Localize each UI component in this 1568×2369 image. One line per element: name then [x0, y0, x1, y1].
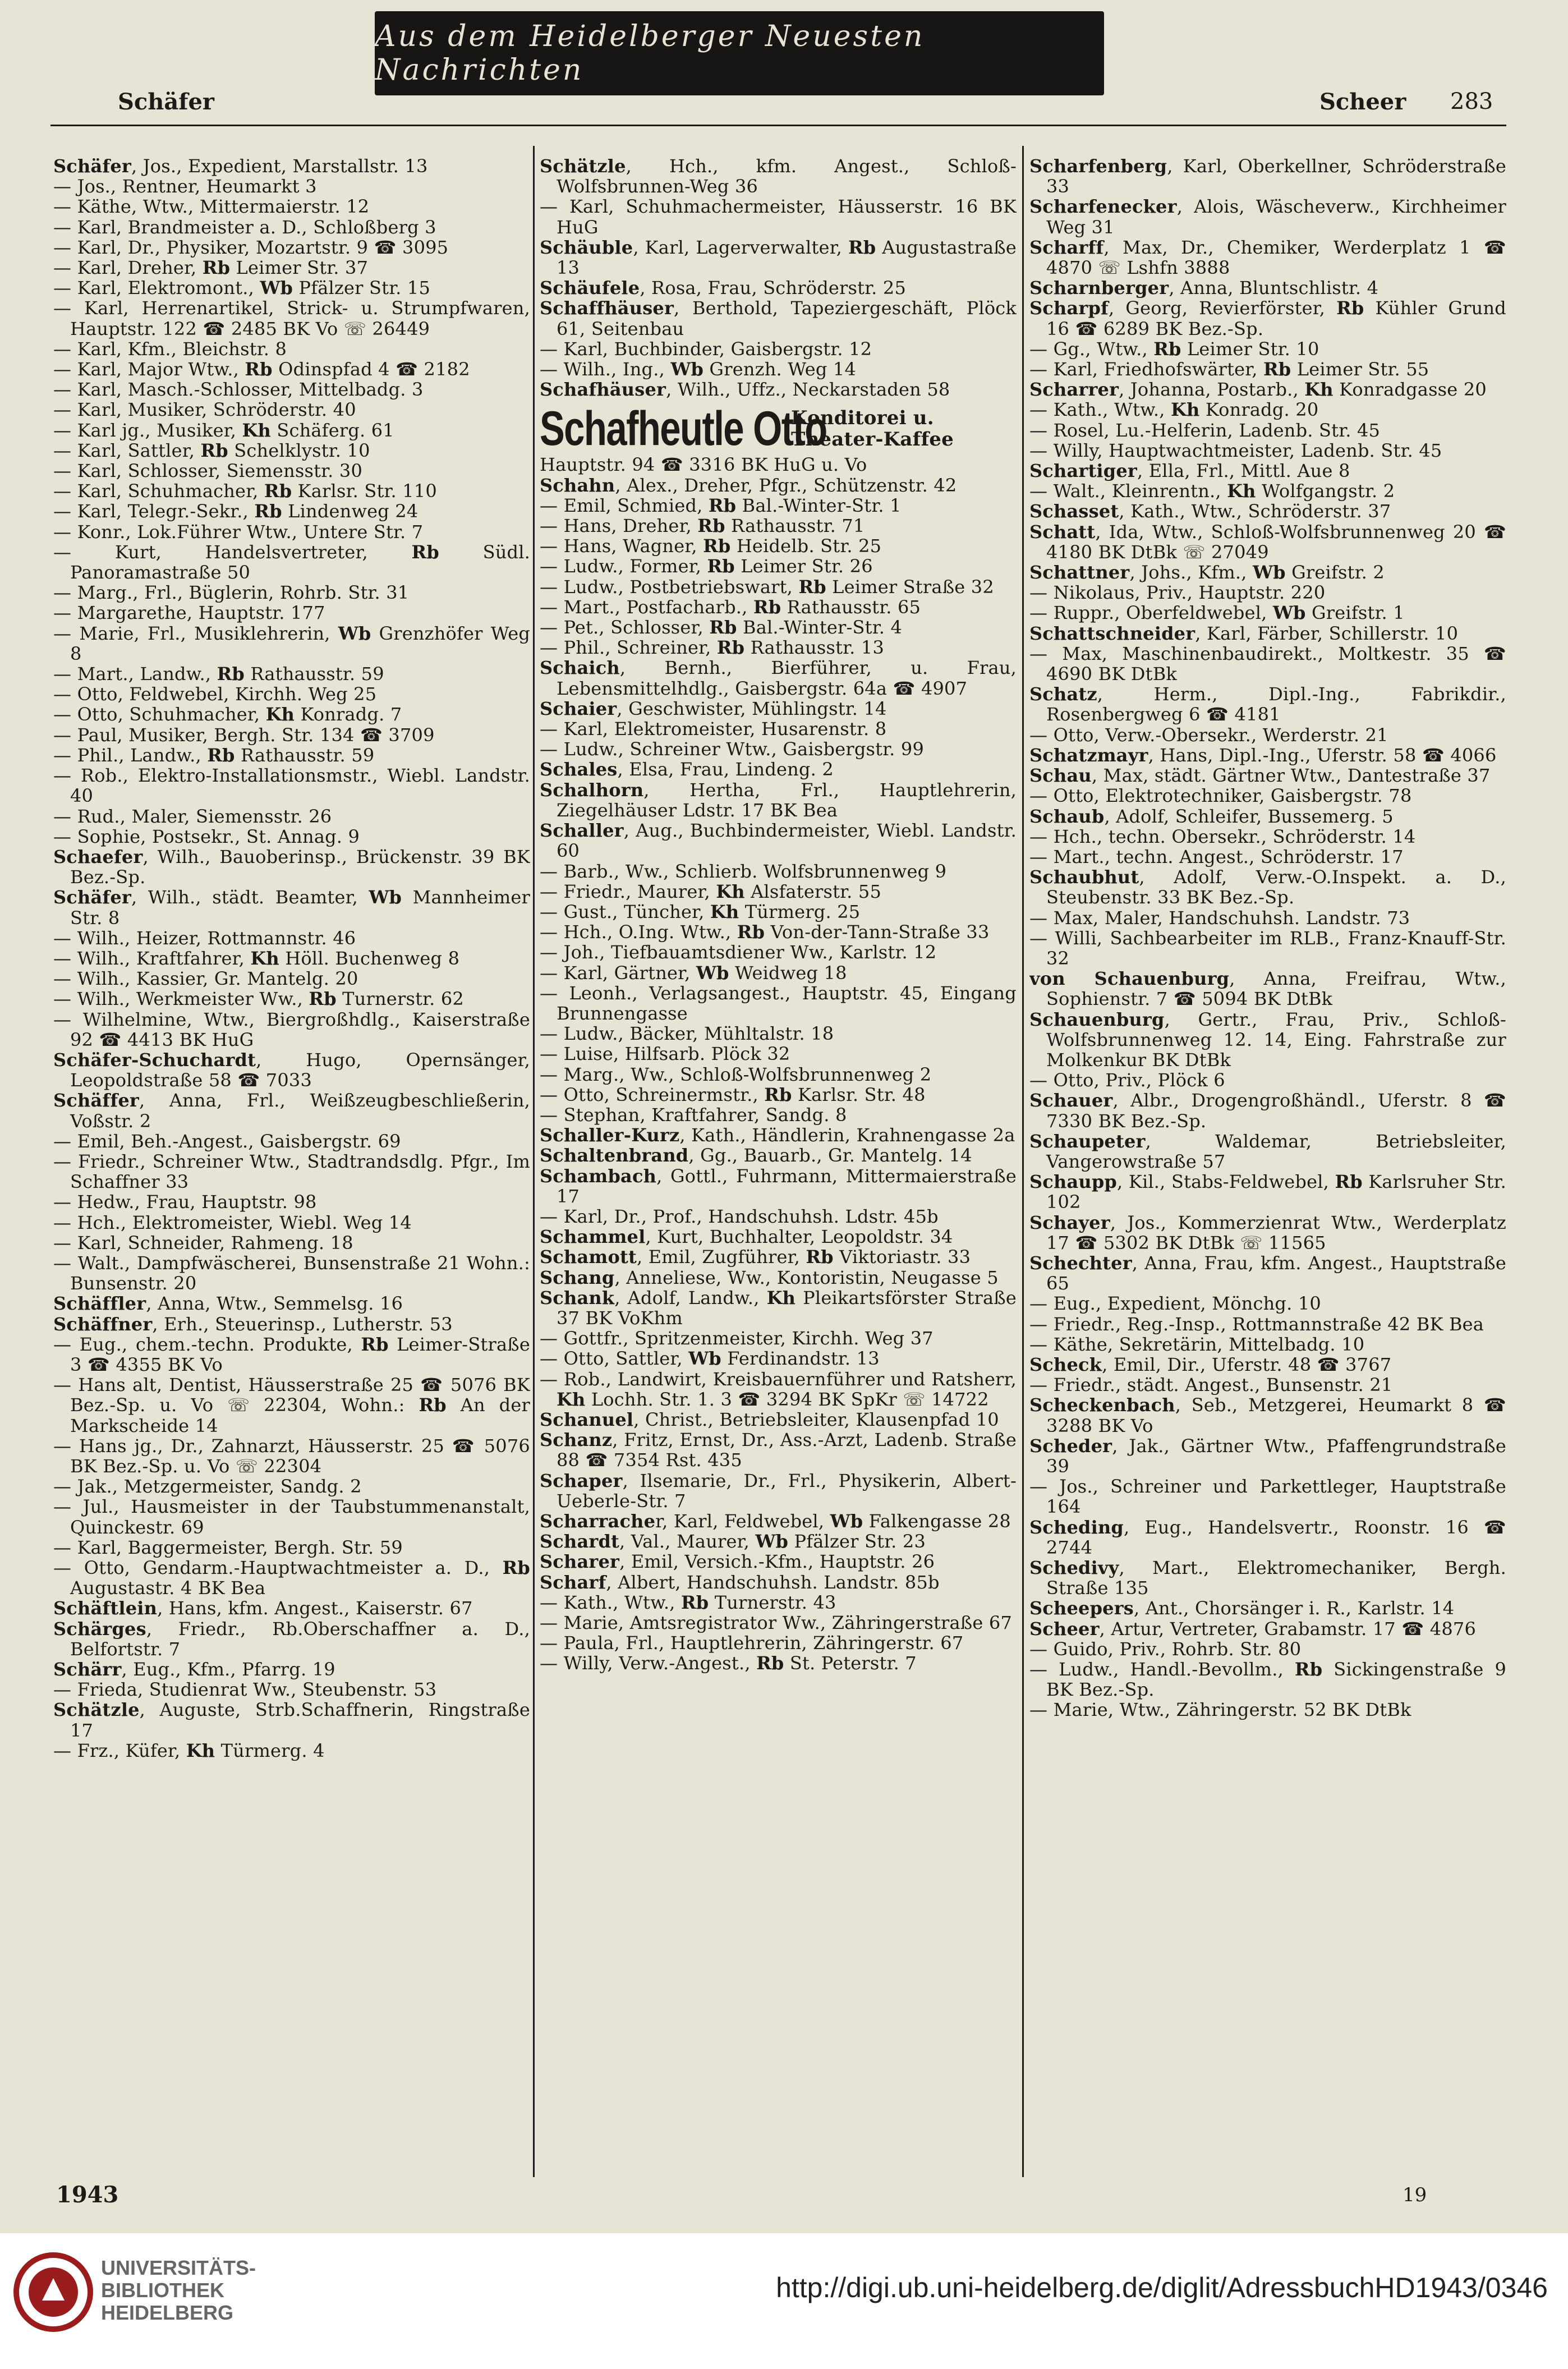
directory-entry: — Guido, Priv., Rohrb. Str. 80 — [1029, 1638, 1302, 1660]
directory-entry: — Karl, Major Wtw., Rb Odinspfad 4 ☎ 2182 — [53, 359, 470, 380]
directory-entry: Schamott, Emil, Zugführer, Rb Viktoriastr. 33 — [540, 1246, 971, 1268]
directory-entry: Schaier, Geschwister, Mühlingstr. 14 — [540, 697, 887, 719]
directory-entry: Schaich, Bernh., Bierführer, u. Frau, Lebensmittelhdlg., Gaisbergstr. 64a ☎ 4907 — [540, 657, 1017, 699]
directory-entry: Schasset, Kath., Wtw., Schröderstr. 37 — [1029, 501, 1391, 522]
directory-entry: — Karl, Herrenartikel, Strick- u. Strumpfwaren, Hauptstr. 122 ☎ 2485 BK Vo ☏ 26449 — [53, 297, 530, 339]
directory-entry: — Paul, Musiker, Bergh. Str. 134 ☎ 3709 — [53, 724, 435, 746]
directory-entry: — Karl, Buchbinder, Gaisbergstr. 12 — [540, 338, 872, 360]
directory-entry: — Marie, Wtw., Zähringerstr. 52 BK DtBk — [1029, 1699, 1411, 1721]
banner-text: Aus dem Heidelberger Neuesten Nachrichten — [375, 20, 925, 87]
directory-entry: — Hch., techn. Obersekr., Schröderstr. 14 — [1029, 825, 1416, 847]
directory-entry: — Nikolaus, Priv., Hauptstr. 220 — [1029, 582, 1326, 604]
directory-entry: Schäufele, Rosa, Frau, Schröderstr. 25 — [540, 277, 907, 299]
directory-entry: — Hch., Elektromeister, Wiebl. Weg 14 — [53, 1211, 412, 1233]
directory-entry: Schambach, Gottl., Fuhrmann, Mittermaierstraße 17 — [540, 1165, 1017, 1207]
directory-entry: — Otto, Feldwebel, Kirchh. Weg 25 — [53, 683, 377, 705]
directory-entry: — Emil, Beh.-Angest., Gaisbergstr. 69 — [53, 1130, 401, 1152]
directory-entry: Schauer, Albr., Drogengroßhändl., Uferstr. 8 ☎ 7330 BK Bez.-Sp. — [1029, 1090, 1506, 1132]
directory-entry: — Karl, Musiker, Schröderstr. 40 — [53, 399, 356, 421]
advertisement — [540, 403, 1017, 454]
directory-entry: — Hedw., Frau, Hauptstr. 98 — [53, 1191, 317, 1213]
directory-entry: — Ludw., Handl.-Bevollm., Rb Sickingenstraße 9 BK Bez.-Sp. — [1029, 1659, 1506, 1701]
directory-entry: — Karl, Dr., Prof., Handschuhsh. Ldstr. 45b — [540, 1205, 939, 1227]
directory-entry: — Wilh., Heizer, Rottmannstr. 46 — [53, 927, 356, 949]
directory-entry: — Willy, Verw.-Angest., Rb St. Peterstr. 7 — [540, 1652, 917, 1674]
directory-entry: Schaupeter, Waldemar, Betriebsleiter, Vangerowstraße 57 — [1029, 1130, 1506, 1172]
directory-entry: — Karl, Baggermeister, Bergh. Str. 59 — [53, 1536, 403, 1558]
column-3 — [1029, 156, 1506, 2187]
directory-entry: Scharrer, Johanna, Postarb., Kh Konradgasse 20 — [1029, 379, 1487, 401]
directory-entry: — Ludw., Bäcker, Mühltalstr. 18 — [540, 1023, 834, 1045]
directory-entry: — Paula, Frl., Hauptlehrerin, Zähringerstr. 67 — [540, 1632, 964, 1654]
directory-entry: Schales, Elsa, Frau, Lindeng. 2 — [540, 759, 834, 781]
directory-entry: — Ludw., Former, Rb Leimer Str. 26 — [540, 555, 873, 577]
directory-entry: — Karl, Masch.-Schlosser, Mittelbadg. 3 — [53, 379, 424, 401]
directory-entry: — Frieda, Studienrat Ww., Steubenstr. 53 — [53, 1679, 437, 1701]
directory-entry: Schanuel, Christ., Betriebsleiter, Klausenpfad 10 — [540, 1408, 999, 1430]
directory-entry: Scharnberger, Anna, Bluntschlistr. 4 — [1029, 277, 1379, 299]
directory-entry: — Karl, Sattler, Rb Schelklystr. 10 — [53, 439, 370, 461]
directory-entry: Schayer, Jos., Kommerzienrat Wtw., Werderplatz 17 ☎ 5302 BK DtBk ☏ 11565 — [1029, 1211, 1506, 1254]
directory-entry: — Rosel, Lu.-Helferin, Ladenb. Str. 45 — [1029, 419, 1381, 441]
column-2 — [540, 156, 1017, 2187]
footer-year: 1943 — [56, 2182, 119, 2208]
column-2-bottom — [540, 454, 1017, 1673]
library-line-3: HEIDELBERG — [101, 2301, 234, 2324]
running-head — [0, 89, 1568, 122]
directory-entry: — Wilh., Ing., Wb Grenzh. Weg 14 — [540, 359, 857, 380]
sheet-number: 19 — [1403, 2184, 1427, 2206]
directory-entry: Schaefer, Wilh., Bauoberinsp., Brückenstr. 39 BK Bez.-Sp. — [53, 846, 530, 888]
directory-entry: — Mart., Postfacharb., Rb Rathausstr. 65 — [540, 596, 921, 618]
directory-entry: Schaffhäuser, Berthold, Tapeziergeschäft, Plöck 61, Seitenbau — [540, 297, 1017, 339]
directory-entry: — Friedr., städt. Angest., Bunsenstr. 21 — [1029, 1374, 1393, 1396]
directory-entry: — Otto, Gendarm.-Hauptwachtmeister a. D., Rb Augustastr. 4 BK Bea — [53, 1557, 530, 1599]
directory-entry: Schäffler, Anna, Wtw., Semmelsg. 16 — [53, 1293, 403, 1315]
directory-entry: — Otto, Priv., Plöck 6 — [1029, 1069, 1225, 1091]
directory-entry: Schechter, Anna, Frau, kfm. Angest., Hauptstraße 65 — [1029, 1252, 1506, 1294]
directory-entry: — Karl, Dreher, Rb Leimer Str. 37 — [53, 257, 369, 279]
directory-entry: — Max, Maschinenbaudirekt., Moltkestr. 35 ☎ 4690 BK DtBk — [1029, 642, 1506, 685]
directory-entry: — Phil., Landw., Rb Rathausstr. 59 — [53, 744, 375, 766]
directory-entry: Schätzle, Auguste, Strb.Schaffnerin, Ringstraße 17 — [53, 1699, 530, 1741]
directory-entry: von Schauenburg, Anna, Freifrau, Wtw., Sophienstr. 7 ☎ 5094 BK DtBk — [1029, 968, 1506, 1010]
directory-entry: — Gust., Tüncher, Kh Türmerg. 25 — [540, 901, 861, 922]
directory-entry: — Karl, Brandmeister a. D., Schloßberg 3 — [53, 216, 436, 238]
library-footer — [0, 2233, 1568, 2369]
directory-entry: — Eug., Expedient, Mönchg. 10 — [1029, 1293, 1321, 1315]
directory-entry: — Jos., Schreiner und Parkettleger, Hauptstraße 164 — [1029, 1476, 1506, 1518]
running-head-left: Schäfer — [118, 89, 214, 115]
page-number: 283 — [1450, 89, 1493, 114]
ad-name: Schafheutle Otto — [540, 402, 827, 456]
directory-entry: Schaupp, Kil., Stabs-Feldwebel, Rb Karlsruher Str. 102 — [1029, 1171, 1506, 1213]
top-banner — [375, 11, 1104, 95]
directory-entry: Scharracher, Karl, Feldwebel, Wb Falkengasse 28 — [540, 1511, 1011, 1532]
directory-entry: Schatzmayr, Hans, Dipl.-Ing., Uferstr. 58 ☎ 4066 — [1029, 744, 1497, 766]
ad-side-line-2: Theater-Kaffee — [791, 428, 954, 451]
directory-entry: — Sophie, Postsekr., St. Annag. 9 — [53, 825, 360, 847]
directory-entry: — Marie, Amtsregistrator Ww., Zähringerstraße 67 — [540, 1612, 1013, 1634]
directory-entry: — Kath., Wtw., Rb Turnerstr. 43 — [540, 1591, 836, 1613]
directory-entry: — Wilh., Kraftfahrer, Kh Höll. Buchenweg 8 — [53, 947, 460, 969]
ad-side-line-1: Konditorei u. — [791, 407, 934, 430]
directory-entry: Schäuble, Karl, Lagerverwalter, Rb Augustastraße 13 — [540, 236, 1017, 279]
directory-entry: Schardt, Val., Maurer, Wb Pfälzer Str. 23 — [540, 1531, 926, 1553]
directory-entry: — Karl, Kfm., Bleichstr. 8 — [53, 338, 287, 360]
directory-entry: Schaubhut, Adolf, Verw.-O.Inspekt. a. D., Steubenstr. 33 BK Bez.-Sp. — [1029, 866, 1506, 908]
header-rule — [50, 125, 1506, 126]
directory-entry: Scharpf, Georg, Revierförster, Rb Kühler Grund 16 ☎ 6289 BK Bez.-Sp. — [1029, 297, 1506, 339]
column-1 — [53, 156, 530, 2187]
directory-entry: Schang, Anneliese, Ww., Kontoristin, Neugasse 5 — [540, 1266, 999, 1288]
directory-entry: — Karl, Gärtner, Wb Weidweg 18 — [540, 962, 847, 984]
directory-entry: Schahn, Alex., Dreher, Pfgr., Schützenstr. 42 — [540, 474, 957, 496]
directory-entry: Scheder, Jak., Gärtner Wtw., Pfaffengrundstraße 39 — [1029, 1435, 1506, 1477]
directory-entry: — Konr., Lok.Führer Wtw., Untere Str. 7 — [53, 521, 424, 543]
directory-entry: — Walt., Kleinrentn., Kh Wolfgangstr. 2 — [1029, 480, 1395, 502]
directory-entry: Scharff, Max, Dr., Chemiker, Werderplatz 1 ☎ 4870 ☏ Lshfn 3888 — [1029, 236, 1506, 279]
directory-entry: — Otto, Sattler, Wb Ferdinandstr. 13 — [540, 1348, 880, 1370]
directory-entry: — Karl, Schlosser, Siemensstr. 30 — [53, 460, 363, 482]
directory-entry: — Otto, Verw.-Obersekr., Werderstr. 21 — [1029, 724, 1388, 746]
directory-entry: — Ruppr., Oberfeldwebel, Wb Greifstr. 1 — [1029, 602, 1405, 624]
directory-entry: Schafhäuser, Wilh., Uffz., Neckarstaden 58 — [540, 379, 950, 401]
directory-entry: Scharfenecker, Alois, Wäscheverw., Kirchheimer Weg 31 — [1029, 196, 1506, 238]
directory-entry: — Rud., Maler, Siemensstr. 26 — [53, 805, 332, 827]
directory-entry: Schaller, Aug., Buchbindermeister, Wiebl. Landstr. 60 — [540, 820, 1017, 862]
directory-entry: — Pet., Schlosser, Rb Bal.-Winter-Str. 4 — [540, 617, 903, 639]
directory-entry: Schaub, Adolf, Schleifer, Bussemerg. 5 — [1029, 805, 1394, 827]
directory-entry: — Marg., Ww., Schloß-Wolfsbrunnenweg 2 — [540, 1063, 932, 1085]
directory-entry: — Stephan, Kraftfahrer, Sandg. 8 — [540, 1104, 847, 1126]
column-divider — [1022, 146, 1024, 2177]
directory-entry: Schäffer, Anna, Frl., Weißzeugbeschließerin, Voßstr. 2 — [53, 1090, 530, 1132]
library-line-2: BIBLIOTHEK — [101, 2279, 224, 2302]
directory-entry: — Frz., Küfer, Kh Türmerg. 4 — [53, 1739, 325, 1761]
library-line-1: UNIVERSITÄTS- — [101, 2256, 256, 2279]
directory-entry: Schank, Adolf, Landw., Kh Pleikartsförster Straße 37 BK VoKhm — [540, 1287, 1017, 1329]
directory-entry: — Joh., Tiefbauamtsdiener Ww., Karlstr. 12 — [540, 942, 937, 963]
university-seal-icon — [11, 2250, 95, 2334]
directory-entry: — Marg., Frl., Büglerin, Rohrb. Str. 31 — [53, 582, 410, 604]
directory-entry: Schedivy, Mart., Elektromechaniker, Bergh. Straße 135 — [1029, 1557, 1506, 1599]
column-2-top — [540, 156, 1017, 400]
directory-entry: — Otto, Schuhmacher, Kh Konradg. 7 — [53, 704, 402, 726]
directory-entry: — Käthe, Sekretärin, Mittelbadg. 10 — [1029, 1333, 1365, 1355]
directory-entry: — Leonh., Verlagsangest., Hauptstr. 45, Eingang Brunnengasse — [540, 982, 1017, 1024]
directory-entry: — Otto, Schreinermstr., Rb Karlsr. Str. 48 — [540, 1084, 926, 1105]
directory-entry: — Barb., Ww., Schlierb. Wolfsbrunnenweg 9 — [540, 860, 947, 882]
directory-entry: Scharer, Emil, Versich.-Kfm., Hauptstr. 26 — [540, 1551, 935, 1573]
directory-entry: — Rob., Elektro-Installationsmstr., Wiebl. Landstr. 40 — [53, 765, 530, 807]
directory-entry: — Karl, Schneider, Rahmeng. 18 — [53, 1232, 353, 1254]
directory-entry: — Gottfr., Spritzenmeister, Kirchh. Weg 37 — [540, 1328, 934, 1349]
directory-entry: — Jak., Metzgermeister, Sandg. 2 — [53, 1476, 362, 1498]
directory-entry: — Walt., Dampfwäscherei, Bunsenstraße 21 Wohn.: Bunsenstr. 20 — [53, 1252, 530, 1294]
directory-entry: — Karl, Schuhmacher, Rb Karlsr. Str. 110 — [53, 480, 437, 502]
source-url[interactable]: http://digi.ub.uni-heidelberg.de/diglit/AdressbuchHD1943/0346 — [776, 2272, 1548, 2303]
directory-entry: — Kath., Wtw., Kh Konradg. 20 — [1029, 399, 1319, 421]
directory-entry: — Mart., techn. Angest., Schröderstr. 17 — [1029, 846, 1404, 867]
directory-entry: Schartiger, Ella, Frl., Mittl. Aue 8 — [1029, 460, 1350, 482]
directory-entry: — Luise, Hilfsarb. Plöck 32 — [540, 1043, 790, 1065]
directory-entry: — Karl, Elektromont., Wb Pfälzer Str. 15 — [53, 277, 431, 299]
directory-entry: — Marie, Frl., Musiklehrerin, Wb Grenzhöfer Weg 8 — [53, 622, 530, 664]
directory-entry: — Hans alt, Dentist, Häusserstraße 25 ☎ 5076 BK Bez.-Sp. u. Vo ☏ 22304, Wohn.: Rb An der Markscheide 14 — [53, 1374, 530, 1436]
directory-entry: — Wilhelmine, Wtw., Biergroßhdlg., Kaiserstraße 92 ☎ 4413 BK HuG — [53, 1008, 530, 1050]
directory-entry: — Otto, Elektrotechniker, Gaisbergstr. 78 — [1029, 785, 1412, 807]
directory-entry: — Phil., Schreiner, Rb Rathausstr. 13 — [540, 637, 885, 659]
directory-entry: Schatt, Ida, Wtw., Schloß-Wolfsbrunnenweg 20 ☎ 4180 BK DtBk ☏ 27049 — [1029, 521, 1506, 563]
directory-entry: Hauptstr. 94 ☎ 3316 BK HuG u. Vo — [540, 454, 867, 476]
directory-entry: — Hans, Wagner, Rb Heidelb. Str. 25 — [540, 535, 882, 557]
directory-entry: Schärr, Eug., Kfm., Pfarrg. 19 — [53, 1659, 335, 1681]
directory-entry: Schattner, Johs., Kfm., Wb Greifstr. 2 — [1029, 562, 1385, 584]
directory-entry: — Karl, Telegr.-Sekr., Rb Lindenweg 24 — [53, 501, 419, 522]
directory-entry: Scheckenbach, Seb., Metzgerei, Heumarkt 8 ☎ 3288 BK Vo — [1029, 1394, 1506, 1436]
directory-entry: — Max, Maler, Handschuhsh. Landstr. 73 — [1029, 907, 1410, 929]
directory-entry: Schätzle, Hch., kfm. Angest., Schloß-Wolfsbrunnen-Weg 36 — [540, 156, 1017, 198]
directory-entry: — Gg., Wtw., Rb Leimer Str. 10 — [1029, 338, 1319, 360]
directory-entry: Schaper, Ilsemarie, Dr., Frl., Physikerin, Albert-Ueberle-Str. 7 — [540, 1470, 1017, 1512]
directory-entry: — Willi, Sachbearbeiter im RLB., Franz-Knauff-Str. 32 — [1029, 927, 1506, 969]
directory-entry: — Karl, Elektromeister, Husarenstr. 8 — [540, 718, 887, 740]
directory-entry: Schau, Max, städt. Gärtner Wtw., Dantestraße 37 — [1029, 765, 1491, 787]
directory-entry: — Mart., Landw., Rb Rathausstr. 59 — [53, 663, 384, 685]
column-divider — [533, 146, 535, 2177]
directory-entry: — Friedr., Schreiner Wtw., Stadtrandsdlg. Pfgr., Im Schaffner 33 — [53, 1150, 530, 1193]
directory-entry: — Karl jg., Musiker, Kh Schäferg. 61 — [53, 419, 394, 441]
directory-entry: Schatz, Herm., Dipl.-Ing., Fabrikdir., Rosenbergweg 6 ☎ 4181 — [1029, 683, 1506, 726]
directory-entry: Scheck, Emil, Dir., Uferstr. 48 ☎ 3767 — [1029, 1353, 1392, 1375]
directory-entry: Schalhorn, Hertha, Frl., Hauptlehrerin, Ziegelhäuser Ldstr. 17 BK Bea — [540, 779, 1017, 821]
directory-entry: Scheding, Eug., Handelsvertr., Roonstr. 16 ☎ 2744 — [1029, 1516, 1506, 1558]
directory-entry: Schäffner, Erh., Steuerinsp., Lutherstr. 53 — [53, 1313, 453, 1335]
directory-entry: — Karl, Dr., Physiker, Mozartstr. 9 ☎ 3095 — [53, 236, 449, 258]
directory-entry: — Margarethe, Hauptstr. 177 — [53, 602, 325, 624]
directory-entry: — Eug., chem.-techn. Produkte, Rb Leimer-Straße 3 ☎ 4355 BK Vo — [53, 1333, 530, 1375]
directory-entry: — Ludw., Postbetriebswart, Rb Leimer Straße 32 — [540, 576, 994, 598]
directory-entry: — Friedr., Maurer, Kh Alsfaterstr. 55 — [540, 880, 882, 902]
directory-entry: — Rob., Landwirt, Kreisbauernführer und Ratsherr, Kh Lochh. Str. 1. 3 ☎ 3294 BK SpKr ☏ 14722 — [540, 1368, 1017, 1410]
directory-entry: Schauenburg, Gertr., Frau, Priv., Schloß-Wolfsbrunnenweg 12. 14, Eing. Fahrstraße zur Molkenkur BK DtBk — [1029, 1008, 1506, 1071]
directory-entry: — Ludw., Schreiner Wtw., Gaisbergstr. 99 — [540, 738, 925, 760]
directory-entry: — Karl, Friedhofswärter, Rb Leimer Str. 55 — [1029, 359, 1429, 380]
directory-entry: Scheer, Artur, Vertreter, Grabamstr. 17 ☎ 4876 — [1029, 1618, 1477, 1640]
directory-entry: — Kurt, Handelsvertreter, Rb Südl. Panoramastraße 50 — [53, 541, 530, 584]
directory-entry: — Willy, Hauptwachtmeister, Ladenb. Str. 45 — [1029, 439, 1442, 461]
directory-entry: Schäfer, Wilh., städt. Beamter, Wb Mannheimer Str. 8 — [53, 887, 530, 929]
directory-entry: Schärges, Friedr., Rb.Oberschaffner a. D., Belfortstr. 7 — [53, 1618, 530, 1660]
directory-entry: — Wilh., Werkmeister Ww., Rb Turnerstr. 62 — [53, 988, 464, 1010]
directory-entry: Schammel, Kurt, Buchhalter, Leopoldstr. 34 — [540, 1226, 953, 1248]
directory-entry: Schanz, Fritz, Ernst, Dr., Ass.-Arzt, Ladenb. Straße 88 ☎ 7354 Rst. 435 — [540, 1429, 1017, 1471]
directory-entry: — Hch., O.Ing. Wtw., Rb Von-der-Tann-Straße 33 — [540, 921, 990, 943]
directory-entry: — Wilh., Kassier, Gr. Mantelg. 20 — [53, 968, 358, 990]
directory-entry: — Karl, Schuhmachermeister, Häusserstr. 16 BK HuG — [540, 196, 1017, 238]
directory-entry: Schäfer-Schuchardt, Hugo, Opernsänger, Leopoldstraße 58 ☎ 7033 — [53, 1049, 530, 1091]
directory-entry: — Hans jg., Dr., Zahnarzt, Häusserstr. 25 ☎ 5076 BK Bez.-Sp. u. Vo ☏ 22304 — [53, 1435, 530, 1477]
directory-entry: Schaltenbrand, Gg., Bauarb., Gr. Mantelg. 14 — [540, 1145, 972, 1167]
directory-entry: Scheepers, Ant., Chorsänger i. R., Karlstr. 14 — [1029, 1597, 1455, 1619]
directory-entry: Schäftlein, Hans, kfm. Angest., Kaiserstr. 67 — [53, 1597, 473, 1619]
directory-entry: — Jul., Hausmeister in der Taubstummenanstalt, Quinckestr. 69 — [53, 1496, 530, 1538]
directory-entry: Scharfenberg, Karl, Oberkellner, Schröderstraße 33 — [1029, 156, 1506, 198]
directory-entry: Scharf, Albert, Handschuhsh. Landstr. 85b — [540, 1571, 940, 1593]
library-name — [101, 2257, 256, 2324]
directory-entry: — Jos., Rentner, Heumarkt 3 — [53, 176, 317, 198]
directory-entry: — Käthe, Wtw., Mittermaierstr. 12 — [53, 196, 370, 218]
directory-entry: — Emil, Schmied, Rb Bal.-Winter-Str. 1 — [540, 494, 902, 516]
directory-entry: — Hans, Dreher, Rb Rathausstr. 71 — [540, 515, 865, 537]
directory-entry: Schattschneider, Karl, Färber, Schillerstr. 10 — [1029, 622, 1459, 644]
directory-entry: — Friedr., Reg.-Insp., Rottmannstraße 42 BK Bea — [1029, 1313, 1484, 1335]
directory-entry: Schaller-Kurz, Kath., Händlerin, Krahnengasse 2a — [540, 1124, 1015, 1146]
running-head-right: Scheer — [1319, 89, 1406, 115]
directory-entry: Schäfer, Jos., Expedient, Marstallstr. 13 — [53, 156, 428, 177]
